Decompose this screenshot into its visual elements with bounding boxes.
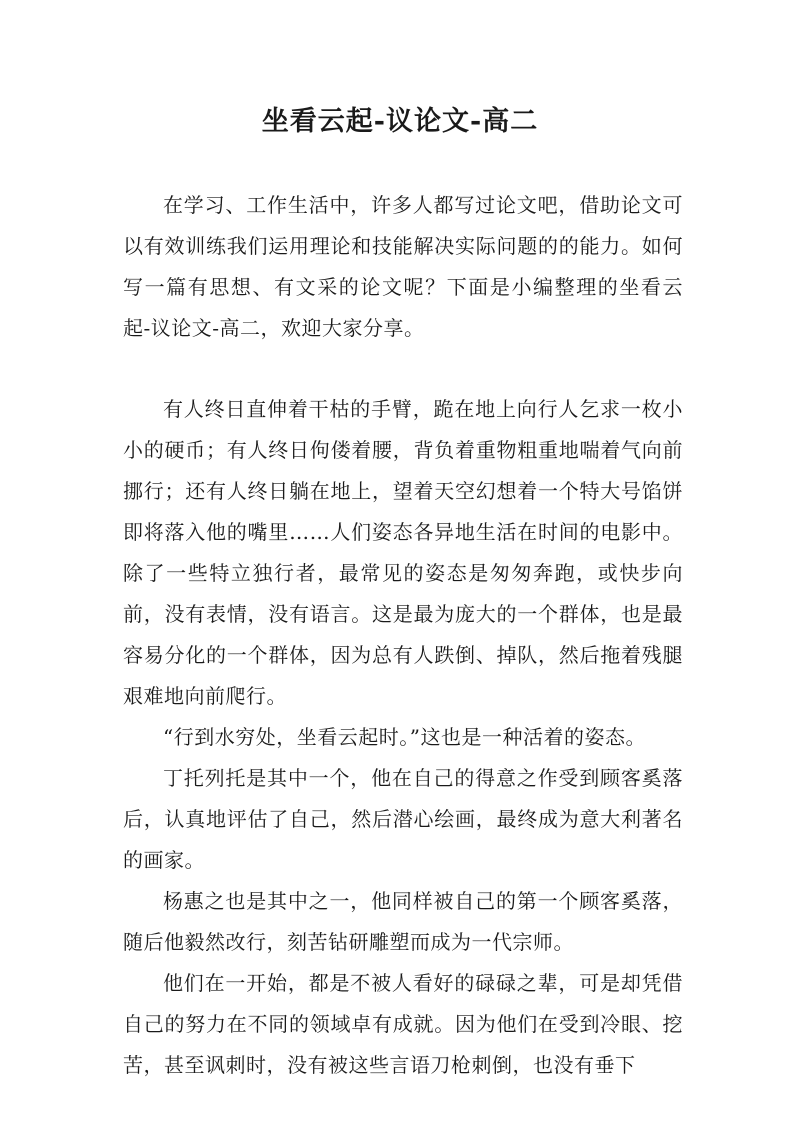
- intro-paragraph: 在学习、工作生活中，许多人都写过论文吧，借助论文可以有效训练我们运用理论和技能解决实际问题的的能力。如何写一篇有思想、有文采的论文呢？下面是小编整理的坐看云起-议论文-高二，欢迎大家分享。: [123, 193, 683, 340]
- body-paragraph-5: 他们在一开始，都是不被人看好的碌碌之辈，可是却凭借自己的努力在不同的领域卓有成就。因为他们在受到冷眼、挖苦，甚至讽刺时，没有被这些言语刀枪刺倒，也没有垂下: [123, 971, 683, 1077]
- document-body: [123, 185, 683, 1086]
- body-paragraph-1: 有人终日直伸着干枯的手臂，跪在地上向行人乞求一枚小小的硬币；有人终日佝偻着腰，背负着重物粗重地喘着气向前挪行；还有人终日躺在地上，望着天空幻想着一个特大号馅饼即将落入他的嘴里……人们姿态各异地生活在时间的电影中。除了一些特立独行者，最常见的姿态是匆匆奔跑，或快步向前，没有表情，没有语言。这是最为庞大的一个群体，也是最容易分化的一个群体，因为总有人跌倒、掉队，然后拖着残腿艰难地向前爬行。: [123, 397, 683, 708]
- body-paragraph-3: 丁托列托是其中一个，他在自己的得意之作受到顾客奚落后，认真地评估了自己，然后潜心绘画，最终成为意大利著名的画家。: [123, 766, 683, 872]
- body-paragraph-2: “行到水穷处，坐看云起时。”这也是一种活着的姿态。: [163, 725, 646, 749]
- document-title: 坐看云起-议论文-高二: [261, 106, 539, 137]
- body-paragraph-4: 杨惠之也是其中之一，他同样被自己的第一个顾客奚落，随后他毅然改行，刻苦钻研雕塑而成为一代宗师。: [123, 889, 683, 954]
